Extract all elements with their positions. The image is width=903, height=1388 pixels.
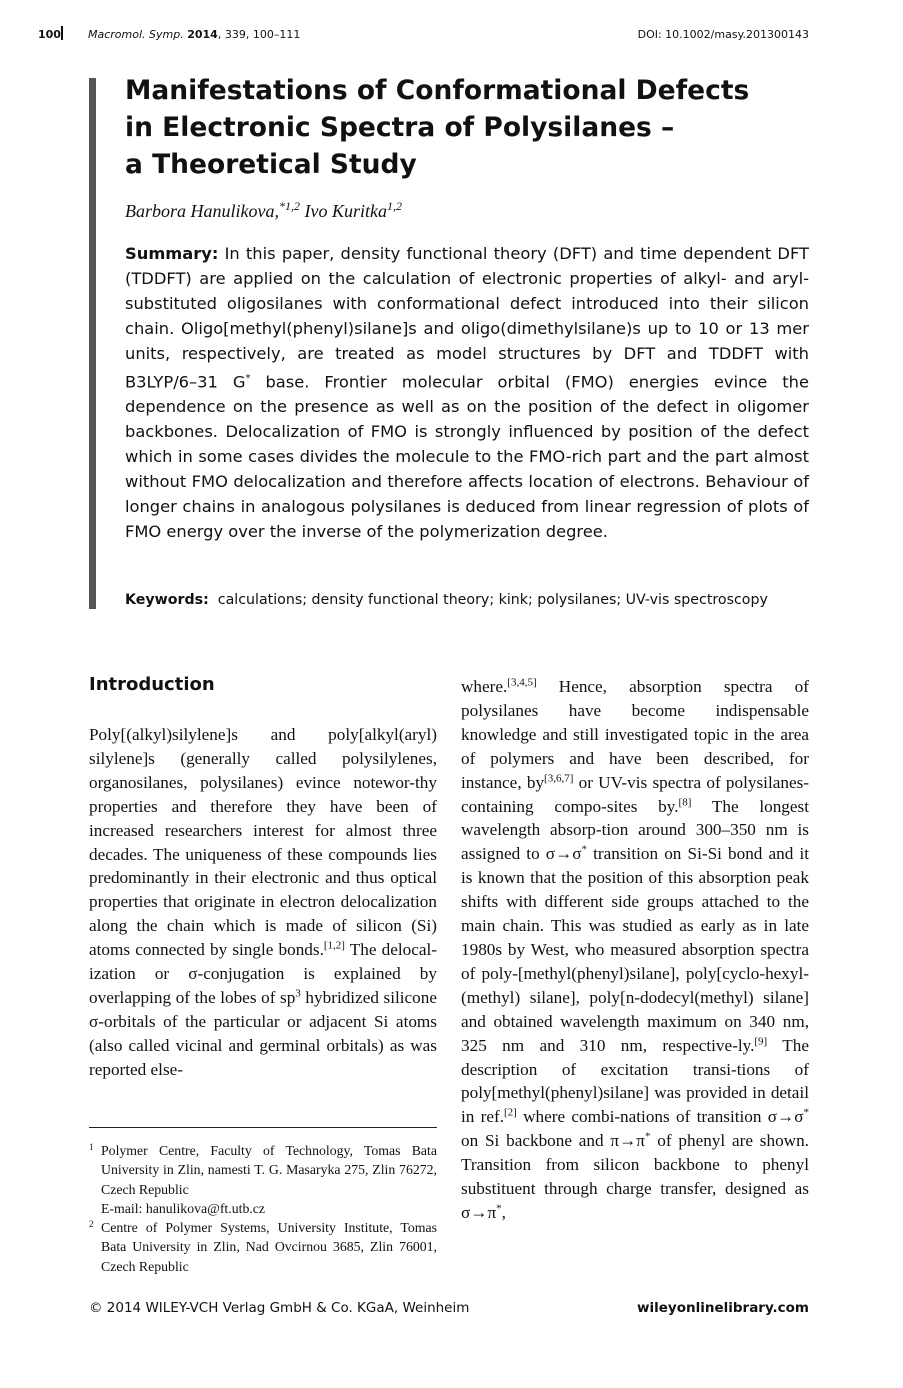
article-title [125, 72, 825, 183]
author-name: Barbora Hanulikova, [125, 201, 279, 221]
footnote [89, 1218, 437, 1276]
body-text: The description of excitation transi-tions of poly[methyl(phenyl)silane] was provided in detail in ref. [461, 1035, 809, 1127]
author-affiliation-mark: *1,2 [278, 199, 300, 213]
body-column-right [461, 675, 809, 1225]
superscript: * [803, 1106, 809, 1119]
copyright-notice: © 2014 WILEY-VCH Verlag GmbH & Co. KGaA, Weinheim [89, 1300, 470, 1316]
summary-text-continued: base. Frontier molecular orbital (FMO) energies evince the dependence on the presence as well as on the position of the defect in oligomer backbones. Delocalization of FMO is strongly influenced by position of the defect which in some cases divides the molecule to the FMO-rich part and the part almost without FMO delocalization and therefore affects location of electrons. Behaviour of longer chains in analogous polysilanes is deduced from linear regression of plots of FMO energy over the inverse of the polymerization degree. [125, 372, 809, 542]
intro-paragraph: The delocal-ization or σ-conjugation is explained by overlapping of the lobes of sp [89, 940, 438, 1007]
keywords-list: calculations; density functional theory; kink; polysilanes; UV-vis spectroscopy [217, 592, 768, 608]
body-text: The longest wavelength absorp-tion around 300–350 nm is assigned to σ→σ [461, 796, 809, 864]
body-text: on Si backbone and π→π [461, 1131, 645, 1151]
footnote-mark: 2 [89, 1219, 94, 1230]
summary-star: * [245, 373, 251, 384]
keywords-label: Keywords: [125, 592, 209, 608]
body-text: Hence, absorption spectra of polysilanes have become indispensable knowledge and still investigated topic in the area of polymers and have been described, for instance, by [461, 677, 809, 792]
author-name: Ivo Kuritka [304, 201, 387, 221]
doi: DOI: 10.1002/masy.201300143 [637, 28, 809, 41]
journal-citation [88, 28, 300, 41]
title-line: a Theoretical Study [125, 149, 417, 180]
footnote-text: Polymer Centre, Faculty of Technology, Tomas Bata University in Zlin, namesti T. G. Masaryka 275, Zlin 76272, Czech Republic [101, 1143, 437, 1197]
citation-ref[interactable]: [3,4,5] [507, 676, 537, 689]
body-text: or UV-vis spectra of polysilanes-containing compo-sites by. [461, 772, 809, 816]
superscript: * [644, 1130, 651, 1143]
footnote-email[interactable]: E-mail: hanulikova@ft.utb.cz [101, 1200, 266, 1216]
citation-ref[interactable]: [9] [754, 1034, 768, 1047]
journal-volume-pages: , 339, 100–111 [217, 28, 301, 41]
footnote-mark: 1 [89, 1142, 94, 1152]
body-text: of phenyl are shown. Transition from silicon backbone to phenyl substituent through charge transfer, designed as σ→π [461, 1131, 809, 1222]
footnote-divider [89, 1127, 437, 1128]
body-column-left [89, 723, 437, 1082]
running-header [0, 24, 903, 46]
abstract-side-bar [89, 78, 96, 609]
abstract [125, 241, 809, 544]
citation-ref[interactable]: [8] [678, 795, 692, 808]
journal-name: Macromol. Symp. [88, 28, 184, 41]
summary-text: In this paper, density functional theory (DFT) and time dependent DFT (TDDFT) are applied on the calculation of electronic properties of alkyl- and aryl-substituted oligosilanes with conformational defect introduced into their silicon chain. Oligo[methyl(phenyl)silane]s and oligo(dimethylsilane)s up to 10 or 13 mer units, respectively, are treated as model structures by DFT and TDDFT with B3LYP/6–31 G [125, 244, 809, 392]
summary-label: Summary: [125, 244, 219, 263]
keywords [125, 592, 768, 608]
superscript: * [496, 1202, 502, 1215]
title-line: in Electronic Spectra of Polysilanes – [125, 112, 675, 143]
superscript: * [581, 843, 588, 856]
body-text: transition on Si-Si bond and it is known that the position of this absorption peak shifts with different side groups attached to the main chain. This was studied as early as in late 1980s by West, who measured absorption spectra of poly-[methyl(phenyl)silane], poly[cyclo-hexyl-(methyl) silane], poly[n-dodecyl(methyl) silane] and obtained wavelength maximum on 340 nm, 325 nm and 310 nm, respective-ly. [461, 844, 810, 1055]
citation-ref[interactable]: [3,6,7] [544, 771, 574, 784]
title-line: Manifestations of Conformational Defects [125, 75, 750, 106]
page-number-divider [61, 26, 63, 40]
citation-ref[interactable]: [1,2] [323, 939, 345, 952]
journal-year: 2014 [187, 28, 218, 41]
author-list [125, 199, 402, 222]
footnotes [89, 1141, 437, 1276]
body-text: where combi-nations of transition σ→σ [516, 1107, 804, 1127]
body-text: , [501, 1202, 506, 1222]
citation-ref[interactable]: [2] [504, 1106, 517, 1119]
footnote [89, 1141, 437, 1218]
body-text: where. [461, 677, 508, 696]
publisher-website-link[interactable]: wileyonlinelibrary.com [637, 1300, 809, 1316]
page-number: 100 [38, 28, 61, 41]
superscript: 3 [295, 987, 301, 1000]
section-heading-introduction: Introduction [89, 674, 215, 695]
intro-paragraph: Poly[(alkyl)silylene]s and poly[alkyl(aryl) silylene]s (generally called polysilylenes, organosilanes, polysilanes) evince notewor-thy properties and therefore they have been of increased researchers interest for almost three decades. The uniqueness of these compounds lies predominantly in their electronic and thus optical properties that originate in electron delocalization along the chain which is made of silicon (Si) atoms connected by single bonds. [89, 725, 437, 960]
intro-paragraph: hybridized silicone σ-orbitals of the particular or adjacent Si atoms (also called vicinal and germinal orbitals) as was reported else- [89, 987, 437, 1079]
author-affiliation-mark: 1,2 [386, 199, 402, 213]
footnote-text: Centre of Polymer Systems, University Institute, Tomas Bata University in Zlin, Nad Ovcirnou 3685, Zlin 76001, Czech Republic [101, 1220, 437, 1274]
